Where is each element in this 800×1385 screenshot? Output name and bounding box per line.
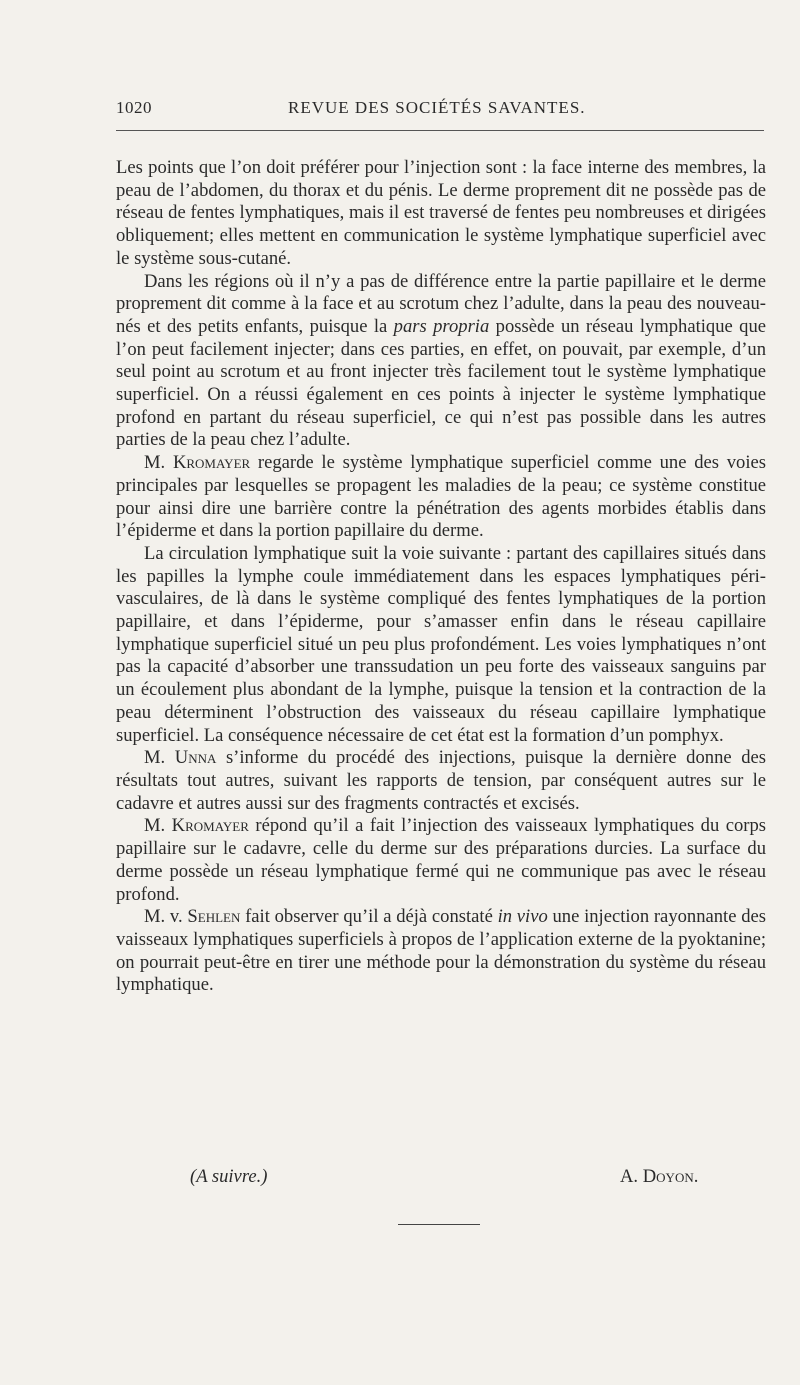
- paragraph-text: une injection rayonnante des vaisseaux lymphatiques superficiels à propos de l’application externe de la pyoktanine; on pourrait peut-être en tirer une méthode pour la démonstration du système du réseau lymphatique.: [116, 906, 766, 996]
- paragraph-text: Les points que l’on doit préférer pour l’injection sont : la face interne des membres, la peau de l’abdomen, du thorax et du pénis. Le derme proprement dit ne possède pas de réseau de fentes lymphatiques, mais il est traversé de fentes peu nombreuses et dirigées obliquement; elles mettent en communication le système lymphatique superficiel avec le système sous-cutané.: [116, 157, 766, 269]
- speaker-title: M.: [144, 452, 173, 474]
- to-be-continued: (A suivre.): [190, 1166, 268, 1187]
- speaker-name: Kromayer: [172, 452, 251, 474]
- paragraph: [116, 452, 766, 543]
- paragraph: [116, 906, 766, 997]
- header-rule: [116, 130, 764, 131]
- speaker-title: M.: [144, 815, 172, 837]
- end-rule: [398, 1224, 480, 1225]
- paragraph: [116, 271, 766, 453]
- paragraph-text: Dans les régions où il n’y a pas de différence entre la partie papillaire et le derme proprement dit comme à la face et au scrotum chez l’adulte, dans la peau des nouveau-nés et des petits enfants, puisque la: [116, 270, 766, 337]
- paragraph-text: regarde le système lymphatique superficiel comme une des voies principales par lesquelles se propagent les maladies de la peau; ce système constitue pour ainsi dire une barrière contre la pénétration des agents morbides établis dans l’épiderme et dans la portion papillaire du derme.: [116, 452, 766, 542]
- speaker-name: Unna: [174, 747, 217, 769]
- paragraph: [116, 815, 766, 906]
- paragraph: [116, 543, 766, 747]
- paragraph: [116, 157, 766, 271]
- author-initial: A.: [620, 1166, 643, 1187]
- page-number: 1020: [116, 98, 152, 117]
- speaker-name: Sehlen: [187, 906, 241, 928]
- paragraph-text: La circulation lymphatique suit la voie suivante : partant des capillaires situés dans les papilles la lymphe coule immédiatement dans les espaces lymphatiques péri-vasculaires, de là dans le système compliqué des fentes lymphatiques de la portion papillaire, et dans l’épiderme, pour s’amasser enfin dans le réseau capillaire lymphatique superficiel situé un peu plus profondément. Les voies lymphatiques n’ont pas la capacité d’absorber une transsudation un peu forte des vaisseaux sanguins par un écoulement plus abondant de la lymphe, puisque la tension et la contraction de la peau déterminent l’obstruction des vaisseaux du réseau capillaire lymphatique superficiel. La conséquence nécessaire de cet état est la formation d’un pomphyx.: [116, 542, 766, 746]
- paragraph-text: fait observer qu’il a déjà constaté: [240, 906, 498, 928]
- running-title: REVUE DES SOCIÉTÉS SAVANTES.: [288, 98, 586, 117]
- paragraph-text: répond qu’il a fait l’injection des vaisseaux lymphatiques du corps papillaire sur le cadavre, celle du derme sur des préparations durcies. La surface du derme possède un réseau lymphatique fermé qui ne communique pas avec le réseau profond.: [116, 815, 766, 905]
- author-name: Doyon.: [642, 1166, 699, 1187]
- author-signature: [620, 1166, 698, 1188]
- paragraph-text: possède un réseau lymphatique que l’on peut facilement injecter; dans ces parties, en effet, on pouvait, par exemple, d’un seul point au scrotum et au front injecter très facilement tout le système lymphatique superficiel. On a réussi également en ces points à injecter le système lymphatique profond en partant du réseau superficiel, ce qui n’est pas possible dans les autres parties de la peau chez l’adulte.: [116, 315, 767, 451]
- paragraph-text: s’informe du procédé des injections, puisque la dernière donne des résultats tout autres, suivant les rapports de tension, par conséquent autres sur le cadavre et autres aussi sur des fragments contractés et excisés.: [116, 747, 766, 814]
- speaker-title: M. v.: [144, 906, 188, 928]
- paragraph: [116, 747, 766, 815]
- latin-term: pars propria: [393, 315, 490, 337]
- article-body: [116, 157, 766, 997]
- speaker-name: Kromayer: [171, 815, 249, 837]
- latin-term: in vivo: [497, 906, 548, 928]
- speaker-title: M.: [144, 747, 175, 769]
